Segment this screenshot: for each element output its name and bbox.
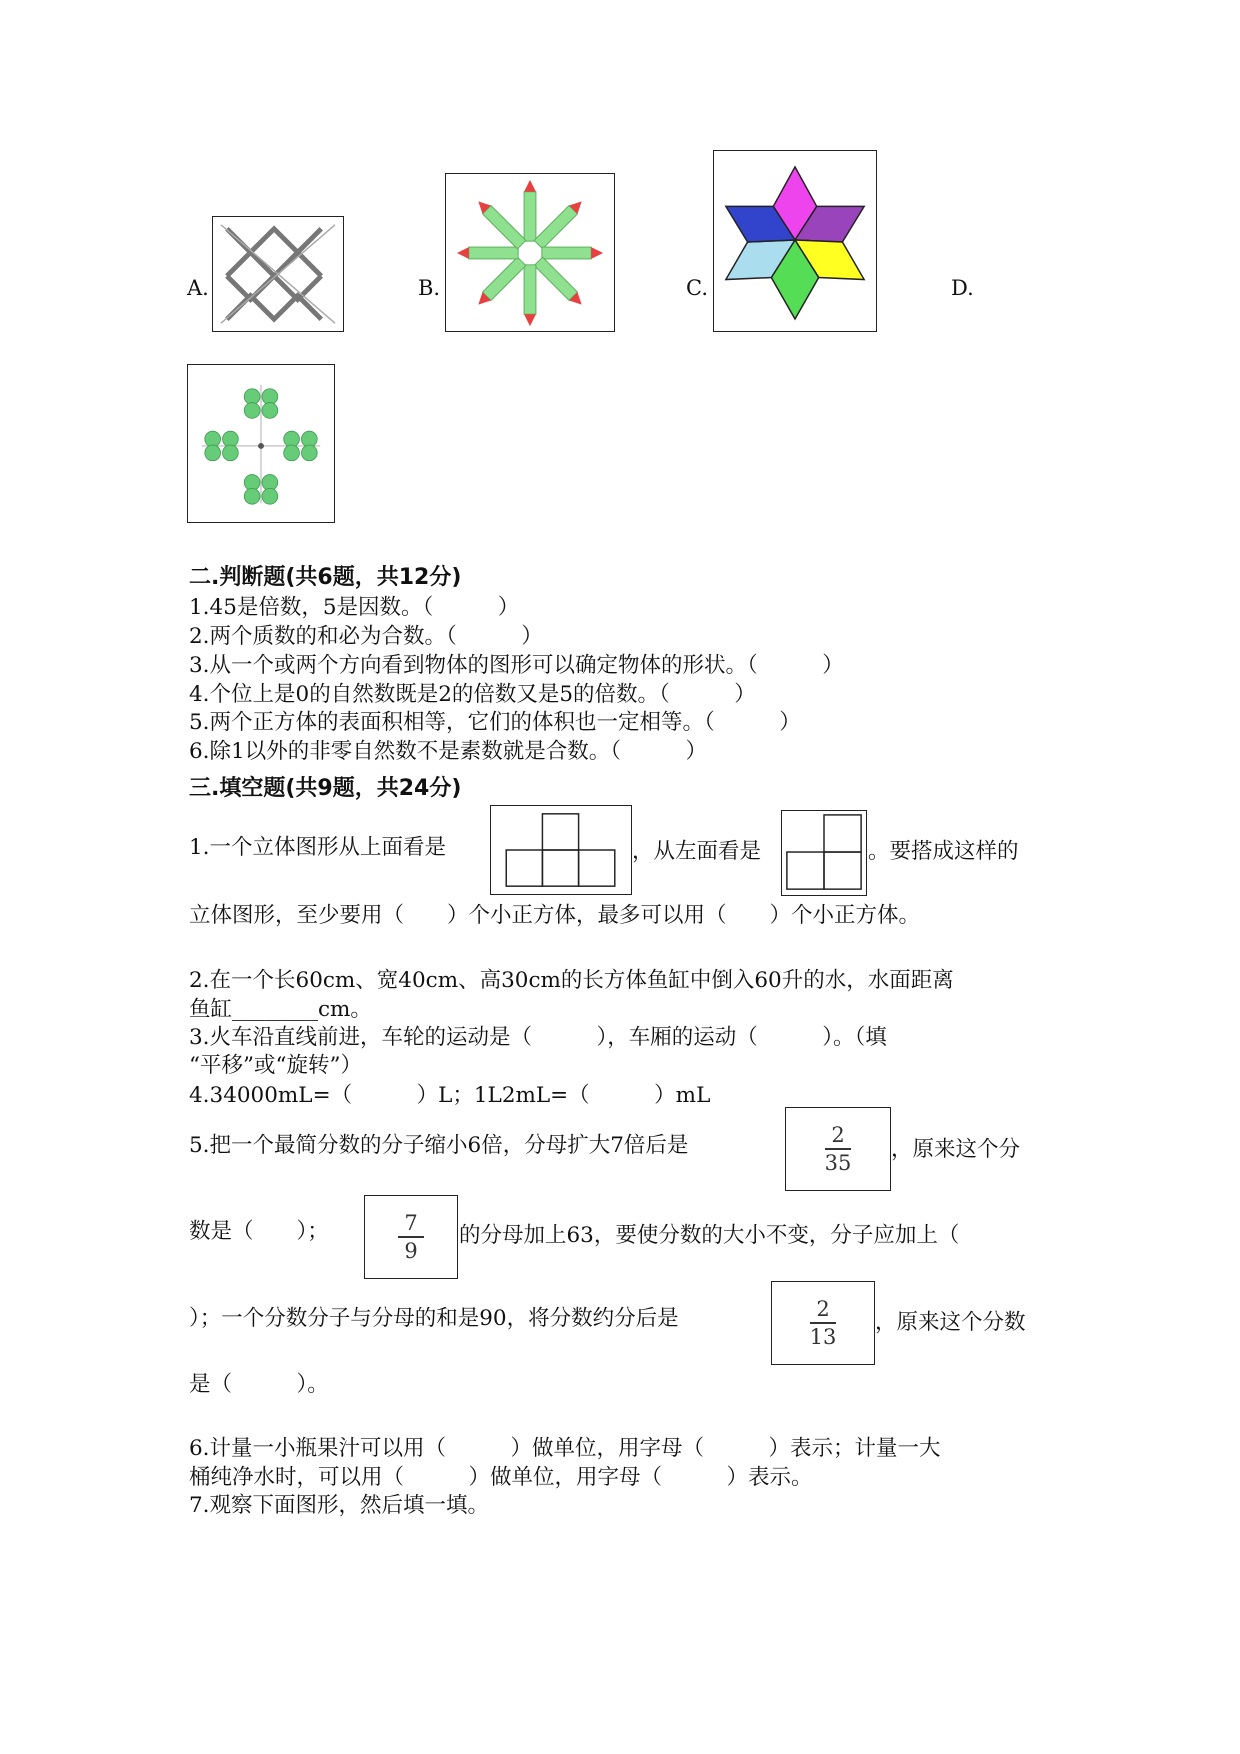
section-3-title: 三.填空题(共9题，共24分) xyxy=(189,776,462,801)
judge-item-6: 6.除1以外的非零自然数不是素数就是合数。（ ） xyxy=(189,739,707,764)
fill-q6-line1: 6.计量一小瓶果汁可以用（ ）做单位，用字母（ ）表示；计量一大 xyxy=(189,1436,941,1461)
left-view-blocks-icon xyxy=(782,811,866,895)
candle-star-icon xyxy=(446,174,614,331)
option-c-figure xyxy=(713,150,877,332)
fraction-7-9 xyxy=(364,1195,458,1279)
fill-q4: 4.34000mL=（ ）L；1L2mL=（ ）mL xyxy=(189,1083,711,1108)
option-b-label: B. xyxy=(418,276,441,300)
fraction-bar xyxy=(825,1148,851,1150)
fill-q5-part4: 的分母加上63，要使分数的大小不变，分子应加上（ xyxy=(459,1223,960,1248)
judge-item-2: 2.两个质数的和必为合数。（ ） xyxy=(189,624,543,649)
fill-q5-part5: ）；一个分数分子与分母的和是90，将分数约分后是 xyxy=(189,1306,679,1331)
fraction-denominator: 35 xyxy=(824,1150,852,1175)
option-d-figure xyxy=(187,364,335,523)
fraction-numerator: 7 xyxy=(404,1211,418,1236)
fill-q7: 7.观察下面图形，然后填一填。 xyxy=(189,1493,490,1518)
judge-item-5: 5.两个正方体的表面积相等，它们的体积也一定相等。（ ） xyxy=(189,710,801,735)
option-a-figure xyxy=(212,216,344,332)
fill-q2-line1: 2.在一个长60cm、宽40cm、高30cm的长方体鱼缸中倒入60升的水，水面距离 xyxy=(189,968,954,993)
top-view-figure xyxy=(490,805,632,895)
left-view-figure xyxy=(781,810,867,896)
fraction-denominator: 13 xyxy=(809,1324,837,1349)
option-c-label: C. xyxy=(686,276,708,300)
option-b-figure xyxy=(445,173,615,332)
fill-q1-line2: 立体图形，至少要用（ ）个小正方体，最多可以用（ ）个小正方体。 xyxy=(189,903,921,928)
fill-q3-line2: “平移”或“旋转”） xyxy=(189,1053,362,1078)
judge-item-4: 4.个位上是0的自然数既是2的倍数又是5的倍数。（ ） xyxy=(189,682,756,707)
fraction-2-35 xyxy=(785,1107,891,1191)
fill-q5-part7: 是（ ）。 xyxy=(189,1372,329,1397)
judge-item-1: 1.45是倍数，5是因数。（ ） xyxy=(189,595,520,620)
clover-pattern-icon xyxy=(188,365,334,522)
fraction-2-13 xyxy=(771,1281,875,1365)
fill-q5-part1: 5.把一个最简分数的分子缩小6倍，分母扩大7倍后是 xyxy=(189,1133,689,1158)
fill-q1-part3: 。要搭成这样的 xyxy=(868,839,1019,864)
fraction-bar xyxy=(398,1236,424,1238)
fill-q5-part6: ，原来这个分数 xyxy=(875,1310,1026,1335)
fraction-numerator: 2 xyxy=(831,1123,845,1148)
fraction-numerator: 2 xyxy=(816,1297,830,1322)
fill-q3-line1: 3.火车沿直线前进，车轮的运动是（ ），车厢的运动（ ）。（填 xyxy=(189,1025,887,1050)
fill-q5-part3: 数是（ ）； xyxy=(189,1219,329,1244)
fraction-bar xyxy=(810,1322,836,1324)
fill-q2-line2: 鱼缸________cm。 xyxy=(189,997,372,1022)
fill-q1-part1: 1.一个立体图形从上面看是 xyxy=(189,835,447,860)
section-2-title: 二.判断题(共6题，共12分) xyxy=(189,565,462,590)
colored-hexagram-icon xyxy=(714,151,876,331)
lattice-pattern-icon xyxy=(213,217,343,331)
option-a-label: A. xyxy=(187,276,209,300)
top-view-blocks-icon xyxy=(491,806,631,894)
fraction-denominator: 9 xyxy=(404,1238,418,1263)
fill-q1-part2: ，从左面看是 xyxy=(632,839,762,864)
judge-item-3: 3.从一个或两个方向看到物体的图形可以确定物体的形状。（ ） xyxy=(189,653,844,678)
fill-q6-line2: 桶纯净水时，可以用（ ）做单位，用字母（ ）表示。 xyxy=(189,1465,813,1490)
fill-q5-part2: ，原来这个分 xyxy=(891,1137,1021,1162)
option-d-label: D. xyxy=(951,276,974,300)
